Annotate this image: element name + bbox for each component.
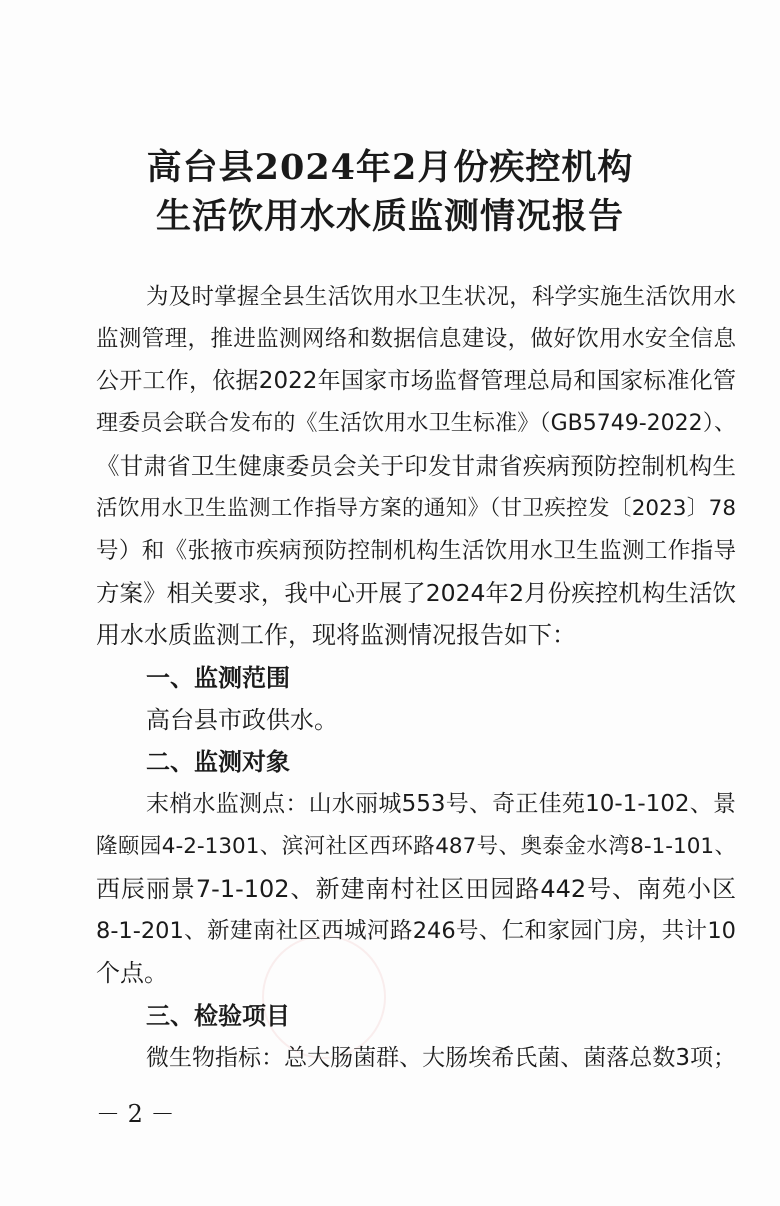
body-line: 公开工作，依据2022年国家市场监督管理总局和国家标准化管 [96, 368, 736, 394]
report-title-line-1: 高台县2024年2月份疾控机构 [146, 147, 634, 188]
body-line: 号）和《张掖市疾病预防控制机构生活饮用水卫生监测工作指导 [96, 538, 736, 564]
body-line: 西辰丽景7-1-102、新建南村社区田园路442号、南苑小区 [96, 875, 736, 903]
faint-seal-mark [262, 935, 386, 1059]
body-line: 高台县市政供水。 [146, 706, 338, 734]
body-line: 监测管理，推进监测网络和数据信息建设，做好饮用水安全信息 [96, 326, 736, 352]
body-line: 末梢水监测点：山水丽城553号、奇正佳苑10-1-102、景 [146, 791, 736, 817]
section-heading-items: 三、检验项目 [146, 1002, 290, 1030]
body-line: 理委员会联合发布的《生活饮用水卫生标准》（GB5749-2022）、 [96, 411, 736, 436]
section-heading-scope: 一、监测范围 [146, 664, 290, 692]
body-line: 用水水质监测工作，现将监测情况报告如下： [96, 621, 576, 649]
body-line: 微生物指标：总大肠菌群、大肠埃希氏菌、菌落总数3项； [146, 1045, 736, 1071]
body-line: 8-1-201、新建南社区西城河路246号、仁和家园门房，共计10 [96, 918, 736, 944]
body-line: 为及时掌握全县生活饮用水卫生状况，科学实施生活饮用水 [146, 284, 736, 310]
body-line: 隆颐园4-2-1301、滨河社区西环路487号、奥泰金水湾8-1-101、 [96, 834, 736, 859]
section-heading-targets: 二、监测对象 [146, 748, 290, 776]
body-line: 个点。 [96, 959, 168, 987]
body-line: 《甘肃省卫生健康委员会关于印发甘肃省疾病预防控制机构生 [96, 452, 736, 480]
page-number: － 2 － [96, 1100, 175, 1128]
body-line: 方案》相关要求，我中心开展了2024年2月份疾控机构生活饮 [96, 579, 736, 607]
body-line: 活饮用水卫生监测工作指导方案的通知》（甘卫疾控发〔2023〕78 [96, 496, 736, 521]
report-title-line-2: 生活饮用水水质监测情况报告 [155, 196, 624, 237]
